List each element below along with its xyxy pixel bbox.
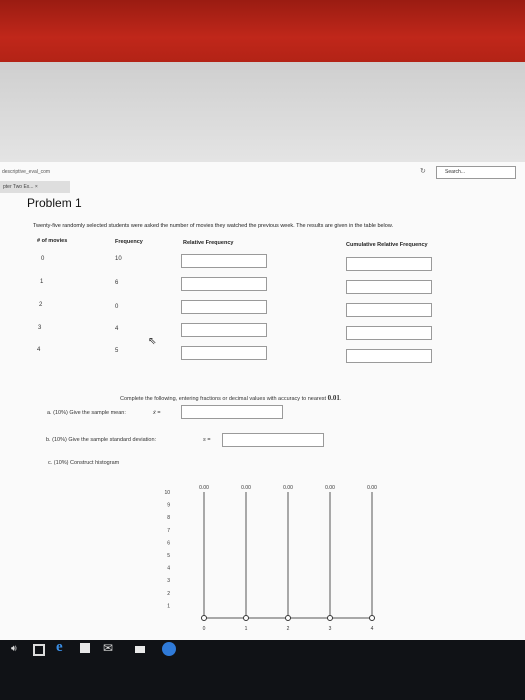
header-cumulative-relative-frequency: Cumulative Relative Frequency <box>346 242 428 248</box>
relative-frequency-input[interactable] <box>181 346 267 360</box>
question-c-label: c. (10%) Construct histogram <box>48 460 120 466</box>
y-tick-label: 5 <box>167 553 170 559</box>
x-tick-label: 1 <box>244 626 248 632</box>
frequency-cell: 0 <box>115 304 119 310</box>
sample-std-dev-input[interactable] <box>222 433 324 447</box>
edge-icon[interactable]: e <box>56 639 63 655</box>
mail-icon[interactable]: ✉ <box>103 641 114 655</box>
x-tick-label: 0 <box>202 626 206 632</box>
mean-symbol: x̄ = <box>153 410 161 416</box>
bar-value-label: 0.00 <box>325 485 335 491</box>
relative-frequency-input[interactable] <box>181 300 267 314</box>
x-tick-label: 4 <box>370 626 374 632</box>
y-tick-label: 6 <box>167 540 170 547</box>
photos-icon[interactable] <box>135 646 145 653</box>
cumulative-frequency-input[interactable] <box>346 303 432 317</box>
cumulative-frequency-input[interactable] <box>346 257 432 271</box>
photo-top-red-area <box>0 0 525 62</box>
relative-frequency-input[interactable] <box>181 323 267 337</box>
std-dev-symbol: s = <box>203 437 211 443</box>
frequency-cell: 10 <box>115 256 122 262</box>
movies-cell: 2 <box>39 302 43 308</box>
bar-handle <box>244 616 249 621</box>
bar-handle <box>370 616 375 621</box>
tab-problem[interactable] <box>0 181 70 193</box>
relative-frequency-input[interactable] <box>181 254 267 268</box>
question-a-label: a. (10%) Give the sample mean: <box>47 410 126 416</box>
refresh-icon[interactable]: ↻ <box>420 168 426 175</box>
y-tick-label: 1 <box>167 603 170 610</box>
instructions <box>120 394 341 402</box>
bar-value-label: 0.00 <box>241 485 251 491</box>
search-input[interactable] <box>436 166 516 179</box>
cumulative-frequency-input[interactable] <box>346 280 432 294</box>
page-title: Problem 1 <box>27 196 82 210</box>
bar-value-label: 0.00 <box>283 485 293 491</box>
cumulative-frequency-input[interactable] <box>346 326 432 340</box>
y-tick-label: 9 <box>167 502 170 509</box>
sample-mean-input[interactable] <box>181 405 283 419</box>
taskbar <box>0 640 525 700</box>
bar-value-label: 0.00 <box>199 485 209 491</box>
mouse-cursor-icon: ⇖ <box>148 336 157 347</box>
cumulative-frequency-input[interactable] <box>346 349 432 363</box>
y-tick-label: 3 <box>167 578 170 585</box>
header-frequency: Frequency <box>115 239 143 245</box>
header-movies: # of movies <box>37 238 68 244</box>
speaker-icon[interactable]: 🔊︎ <box>11 643 17 653</box>
bar-handle <box>202 616 207 621</box>
y-tick-label: 10 <box>164 490 170 496</box>
monitor-bezel <box>0 62 525 162</box>
y-tick-label: 8 <box>167 515 170 522</box>
movies-cell: 0 <box>41 256 45 262</box>
bar-handle <box>328 616 333 621</box>
movies-cell: 4 <box>37 347 41 353</box>
y-tick-label: 4 <box>167 565 170 572</box>
histogram-chart <box>150 480 410 640</box>
problem-intro: Twenty-five randomly selected students were asked the number of movies they watched the previous week. The results are given in the table below. <box>33 223 394 229</box>
store-icon[interactable] <box>80 643 90 653</box>
y-tick-label: 2 <box>167 590 170 597</box>
bar-value-label: 0.00 <box>367 485 377 491</box>
relative-frequency-input[interactable] <box>181 277 267 291</box>
bar-handle <box>286 616 291 621</box>
frequency-cell: 6 <box>115 280 119 286</box>
frequency-cell: 5 <box>115 348 119 354</box>
task-view-icon[interactable] <box>33 644 45 656</box>
app-icon[interactable] <box>162 642 176 656</box>
tab-label: pter Two Ex... × <box>3 184 38 190</box>
frequency-cell: 4 <box>115 326 119 332</box>
accuracy-value: 0.01 <box>327 394 340 402</box>
search-placeholder: Search... <box>445 169 466 175</box>
header-relative-frequency: Relative Frequency <box>183 240 234 246</box>
x-tick-label: 3 <box>328 626 332 632</box>
address-text: descriptive_eval_com <box>2 169 51 175</box>
x-tick-label: 2 <box>286 626 290 632</box>
movies-cell: 3 <box>38 325 42 331</box>
question-b-label: b. (10%) Give the sample standard deviation: <box>46 437 157 443</box>
instructions-end: . <box>339 396 342 402</box>
movies-cell: 1 <box>40 279 44 285</box>
instructions-text: Complete the following, entering fractions or decimal values with accuracy to nearest <box>120 396 327 402</box>
y-tick-label: 7 <box>167 527 170 534</box>
